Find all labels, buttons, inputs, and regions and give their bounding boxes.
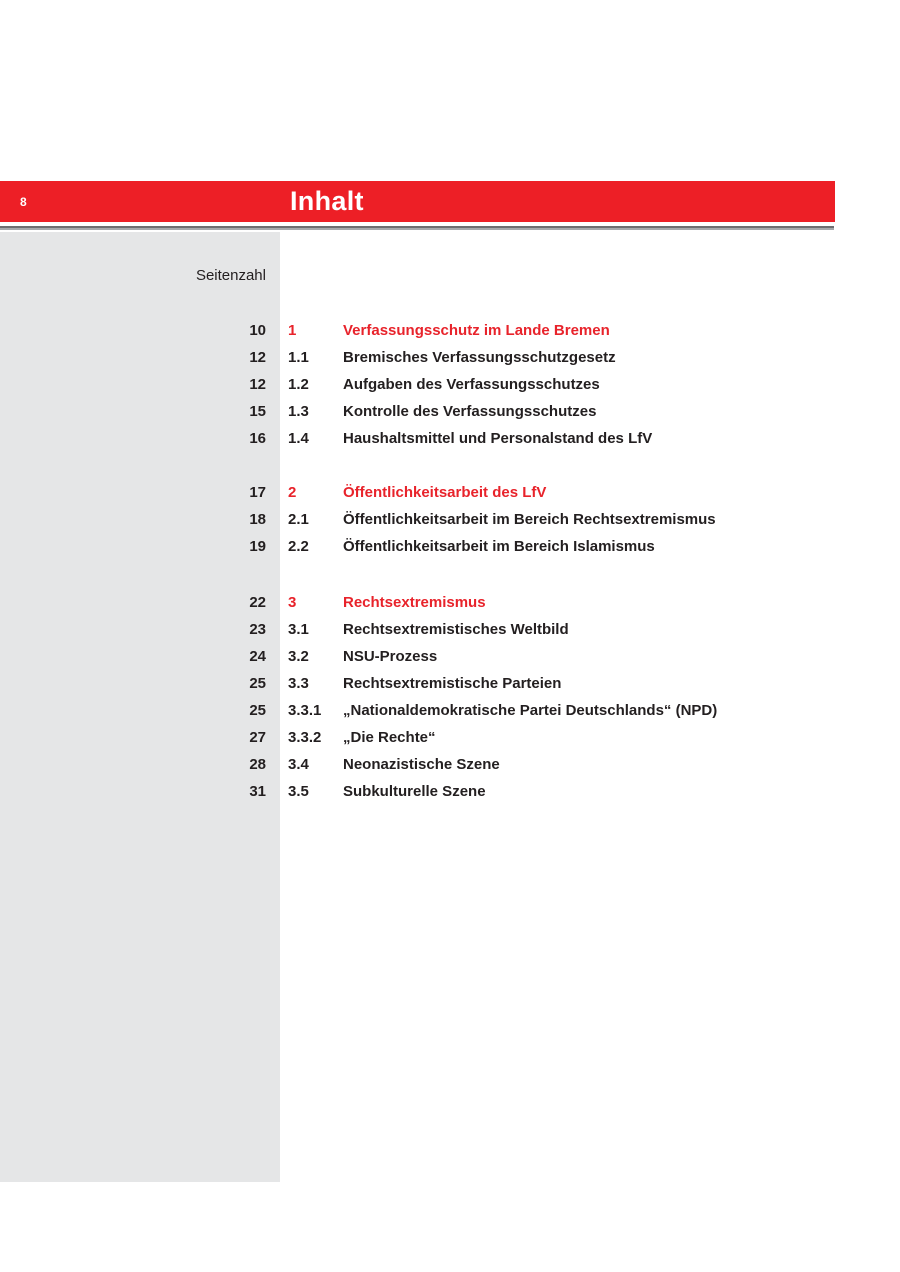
toc-page-number: 10 xyxy=(249,322,266,339)
page-title: Inhalt xyxy=(290,186,364,216)
toc-entry-title: Rechtsextremistisches Weltbild xyxy=(343,621,569,638)
toc-page-number: 12 xyxy=(249,376,266,393)
toc-page-number: 23 xyxy=(249,621,266,638)
toc-section-number: 1 xyxy=(288,322,297,339)
header-separator xyxy=(0,226,834,230)
toc-page-number: 19 xyxy=(249,538,266,555)
toc-entry-title: Kontrolle des Verfassungsschutzes xyxy=(343,403,597,420)
toc-row xyxy=(0,616,900,643)
table-of-contents xyxy=(0,317,900,805)
toc-entry-title: NSU-Prozess xyxy=(343,648,438,665)
toc-row xyxy=(0,643,900,670)
toc-entry-title: Neonazistische Szene xyxy=(343,756,500,773)
toc-page-number: 16 xyxy=(249,430,266,447)
toc-page-number: 27 xyxy=(249,729,266,746)
toc-row xyxy=(0,398,900,425)
toc-section-number: 2.2 xyxy=(288,538,309,555)
toc-row xyxy=(0,506,900,533)
toc-page-number: 15 xyxy=(249,403,266,420)
toc-entry-title: Verfassungsschutz im Lande Bremen xyxy=(343,322,610,339)
toc-entry-title: „Die Rechte“ xyxy=(343,729,436,746)
toc-section-number: 3.3.2 xyxy=(288,729,322,746)
toc-row xyxy=(0,670,900,697)
toc-section-number: 1.2 xyxy=(288,376,309,393)
toc-entry-title: Aufgaben des Verfassungsschutzes xyxy=(343,376,600,393)
toc-section-number: 3.3.1 xyxy=(288,702,322,719)
toc-entry-title: Rechtsextremismus xyxy=(343,594,486,611)
toc-page-number: 24 xyxy=(249,648,266,665)
toc-section-number: 1.3 xyxy=(288,403,309,420)
toc-entry-title: „Nationaldemokratische Partei Deutschlands“ (NPD) xyxy=(343,702,718,719)
column-header-seitenzahl: Seitenzahl xyxy=(195,267,266,284)
toc-entry-title: Öffentlichkeitsarbeit im Bereich Rechtsextremismus xyxy=(343,511,716,528)
toc-row xyxy=(0,751,900,778)
toc-page-number: 28 xyxy=(249,756,266,773)
toc-row xyxy=(0,589,900,616)
toc-section-number: 3.5 xyxy=(288,783,309,800)
separator-light-line xyxy=(0,228,834,230)
toc-page-number: 17 xyxy=(249,484,266,501)
toc-page-number: 31 xyxy=(249,783,266,800)
toc-section-number: 3.3 xyxy=(288,675,309,692)
toc-entry-title: Rechtsextremistische Parteien xyxy=(343,675,562,692)
toc-entry-title: Subkulturelle Szene xyxy=(343,783,486,800)
toc-entry-title: Öffentlichkeitsarbeit im Bereich Islamismus xyxy=(343,538,655,555)
toc-group-2 xyxy=(0,479,900,560)
toc-entry-title: Haushaltsmittel und Personalstand des LfV xyxy=(343,430,653,447)
toc-row xyxy=(0,344,900,371)
page-number: 8 xyxy=(20,194,27,209)
toc-row xyxy=(0,533,900,560)
toc-section-number: 1.4 xyxy=(288,430,309,447)
toc-section-number: 3.2 xyxy=(288,648,309,665)
toc-row xyxy=(0,697,900,724)
toc-row xyxy=(0,317,900,344)
toc-entry-title: Öffentlichkeitsarbeit des LfV xyxy=(343,484,547,501)
toc-section-number: 3.1 xyxy=(288,621,309,638)
toc-section-number: 2 xyxy=(288,484,297,501)
toc-row xyxy=(0,778,900,805)
toc-group-3 xyxy=(0,589,900,805)
toc-group-1 xyxy=(0,317,900,452)
toc-page-number: 22 xyxy=(249,594,266,611)
toc-row xyxy=(0,479,900,506)
toc-row xyxy=(0,724,900,751)
toc-row xyxy=(0,425,900,452)
toc-page-number: 12 xyxy=(249,349,266,366)
toc-section-number: 1.1 xyxy=(288,349,309,366)
toc-page-number: 25 xyxy=(249,702,266,719)
toc-section-number: 3 xyxy=(288,594,297,611)
toc-page-number: 18 xyxy=(249,511,266,528)
toc-section-number: 3.4 xyxy=(288,756,309,773)
toc-row xyxy=(0,371,900,398)
toc-entry-title: Bremisches Verfassungsschutzgesetz xyxy=(343,349,616,366)
toc-page-number: 25 xyxy=(249,675,266,692)
toc-section-number: 2.1 xyxy=(288,511,309,528)
header-banner xyxy=(0,181,835,222)
